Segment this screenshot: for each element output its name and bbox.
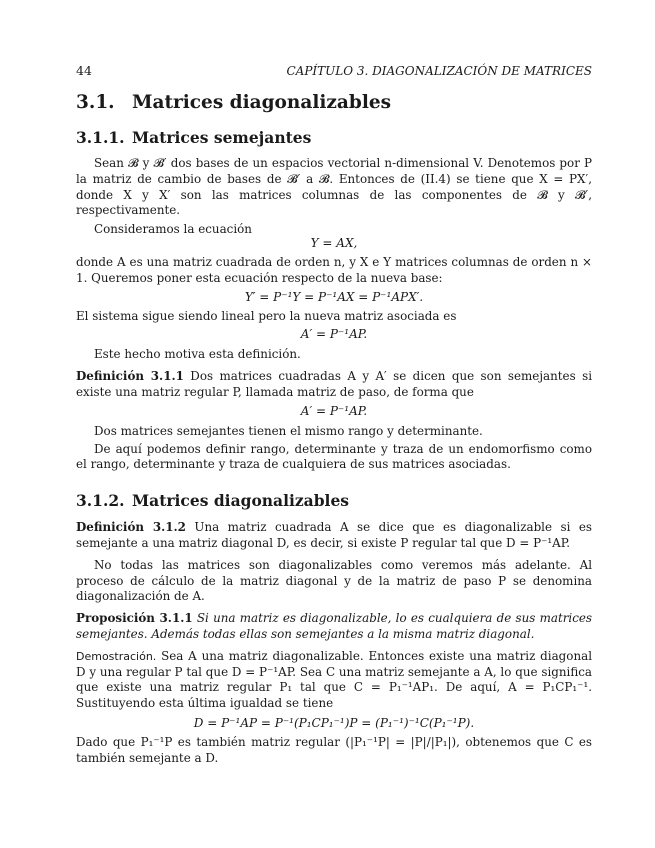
proof-label: Demostración. <box>76 649 157 663</box>
definition-text-1: Dos matrices cuadradas A y A′ se dicen que son semejantes si existe una matriz regular P, llamada matriz de paso, de forma que <box>76 369 592 399</box>
subsection-title-1: Matrices semejantes <box>132 128 312 147</box>
definition-similar <box>76 369 592 401</box>
running-header <box>76 60 592 78</box>
paragraph-endomorphism: De aquí podemos definir rango, determinante y traza de un endomorfismo como el rango, determinante y traza de cualquiera de sus matrices asociadas. <box>76 441 592 472</box>
proposition-label: Proposición 3.1.1 <box>76 611 193 626</box>
paragraph-not-all: No todas las matrices son diagonalizables como veremos más adelante. Al proceso de cálculo de la matriz diagonal y de la matriz de paso P se denomina diagonalización de A. <box>76 557 592 604</box>
paragraph-motivation: Este hecho motiva esta definición. <box>94 347 301 362</box>
equation-y-ax: Y = AX, <box>310 235 358 250</box>
subsection-title-2: Matrices diagonalizables <box>132 491 350 511</box>
proof <box>76 649 592 712</box>
equation-change-basis: Y′ = P⁻¹Y = P⁻¹AX = P⁻¹APX′. <box>244 289 424 304</box>
paragraph-bases: Sean 𝓑 y 𝓑′ dos bases de un espacios vectorial n-dimensional V. Denotemos por P la matriz de cambio de bases de 𝓑′ a 𝓑. Entonces de (II.4) se tiene que X = PX′, donde X y X′ son las matrices columnas de las componentes de 𝓑 y 𝓑′, respectivamente. <box>76 156 592 218</box>
definition-diagonalizable <box>76 520 592 552</box>
proposition <box>76 611 592 643</box>
subsection-heading-2 <box>76 491 592 510</box>
section-title: Matrices diagonalizables <box>132 92 392 113</box>
subsection-number-2: 3.1.2. <box>76 491 125 511</box>
definition-label-2: Definición 3.1.2 <box>76 520 186 535</box>
paragraph-conclusion: Dado que P₁⁻¹P es también matriz regular (|P₁⁻¹P| = |P|/|P₁|), obtenemos que C es también semejante a D. <box>76 734 592 765</box>
page <box>76 60 592 767</box>
proposition-text: Si una matriz es diagonalizable, lo es cualquiera de sus matrices semejantes. Además todas ellas son semejantes a la misma matriz diagonal. <box>76 611 593 641</box>
equation-proof: D = P⁻¹AP = P⁻¹(P₁CP₁⁻¹)P = (P₁⁻¹)⁻¹C(P₁⁻¹P). <box>193 715 475 730</box>
subsection-number-1: 3.1.1. <box>76 128 125 147</box>
equation-similar-1: A′ = P⁻¹AP. <box>300 327 368 342</box>
paragraph-rank-det: Dos matrices semejantes tienen el mismo rango y determinante. <box>94 423 483 438</box>
paragraph-equation-desc: donde A es una matriz cuadrada de orden n, y X e Y matrices columnas de orden n × 1. Queremos poner esta ecuación respecto de la nueva base: <box>76 254 592 285</box>
paragraph-equation-intro: Consideramos la ecuación <box>94 222 252 237</box>
section-heading <box>76 92 592 114</box>
section-number: 3.1. <box>76 92 115 113</box>
proof-text: Sea A una matriz diagonalizable. Entonces existe una matriz diagonal D y una regular P tal que D = P⁻¹AP. Sea C una matriz semejante a A, lo que significa que existe una matriz regular P₁ tal que C = P₁⁻¹AP₁. De aquí, A = P₁CP₁⁻¹. Sustituyendo esta última igualdad se tiene <box>76 648 592 711</box>
page-number: 44 <box>76 63 92 78</box>
subsection-heading-1 <box>76 128 592 147</box>
definition-text-2: Una matriz cuadrada A se dice que es diagonalizable si es semejante a una matriz diagonal D, es decir, si existe P regular tal que D = P⁻¹AP. <box>76 520 592 550</box>
chapter-title: CAPÍTULO 3. DIAGONALIZACIÓN DE MATRICES <box>286 64 592 78</box>
paragraph-new-matrix: El sistema sigue siendo lineal pero la nueva matriz asociada es <box>76 308 457 323</box>
equation-similar-2: A′ = P⁻¹AP. <box>300 403 368 418</box>
definition-label-1: Definición 3.1.1 <box>76 369 184 384</box>
